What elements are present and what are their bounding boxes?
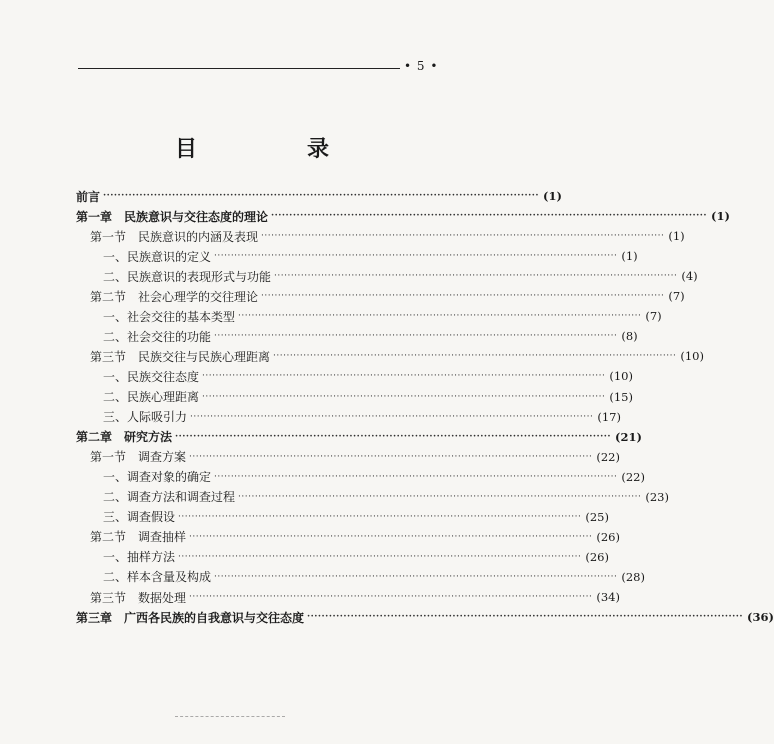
toc-entry-page: (1) (543, 189, 562, 203)
toc-leader-dots: ························································································································ (190, 411, 594, 422)
toc-entry (103, 487, 669, 507)
toc-entry-label: 一、调查对象的确定 (103, 470, 212, 485)
toc-leader-dots: ························································································································ (214, 251, 618, 262)
toc-entry (90, 447, 620, 467)
toc-entry-page: (7) (668, 289, 685, 304)
toc-entry-page: (1) (621, 249, 638, 264)
toc-leader-dots: ························································································································ (202, 391, 606, 402)
toc-leader-dots: ························································································································ (261, 231, 665, 242)
page-number: • 5 • (404, 59, 439, 73)
toc-entry (103, 266, 698, 286)
toc-entry (90, 587, 620, 607)
toc-entry-label: 第一章 民族意识与交往态度的理论 (76, 209, 269, 224)
toc-leader-dots: ························································································································ (214, 571, 618, 582)
toc-entry-label: 第二节 调查抽样 (90, 530, 187, 545)
toc-entry-label: 二、调查方法和调查过程 (103, 490, 236, 505)
toc-leader-dots: ························································································································ (178, 511, 582, 522)
toc-entry-label: 三、人际吸引力 (103, 410, 188, 425)
toc-leader-dots: ························································································································ (189, 531, 593, 542)
toc-leader-dots: ························································································································ (178, 551, 582, 562)
toc-entry (103, 387, 633, 407)
toc-entry-page: (10) (609, 369, 633, 384)
toc-entry-page: (15) (609, 389, 633, 404)
toc-entry-label: 第一节 民族意识的内涵及表现 (90, 229, 259, 244)
toc-entry-page: (4) (681, 269, 698, 284)
toc-entry-page: (8) (621, 329, 638, 344)
toc-entry (103, 326, 638, 346)
toc-leader-dots: ························································································································ (202, 371, 606, 382)
toc-leader-dots: ························································································································ (273, 351, 677, 362)
toc-leader-dots: ························································································································ (274, 271, 678, 282)
toc-entry-page: (36) (747, 610, 774, 625)
toc-entry (103, 467, 645, 487)
toc-entry-page: (17) (597, 409, 621, 424)
toc-entry-label: 第二章 研究方法 (76, 430, 173, 445)
toc-entry-label: 二、民族心理距离 (103, 390, 200, 404)
toc-entry-label: 二、样本含量及构成 (103, 570, 212, 585)
toc-entry (103, 246, 638, 266)
toc-entry-label: 第一节 调查方案 (90, 450, 187, 465)
toc-entry-page: (21) (615, 429, 642, 444)
toc-leader-dots: ························································································································ (103, 191, 540, 201)
toc-entry-label: 二、社会交往的功能 (103, 329, 212, 344)
toc-entry-page: (22) (621, 469, 645, 484)
toc-entry-page: (28) (621, 569, 645, 584)
toc-leader-dots: ························································································································ (214, 331, 618, 342)
toc-leader-dots: ························································································································ (175, 431, 612, 442)
toc-entry (76, 607, 774, 627)
toc-entry (90, 527, 620, 547)
toc-entry-label: 一、民族交往态度 (103, 369, 200, 384)
toc-entry (90, 226, 685, 246)
toc-entry-page: (1) (711, 209, 730, 224)
toc-leader-dots: ························································································································ (189, 592, 593, 602)
toc-leader-dots: ························································································································ (238, 491, 642, 502)
scan-artifact (175, 716, 285, 717)
toc-entry-label: 第三节 数据处理 (90, 590, 187, 605)
toc-entry (76, 186, 562, 206)
toc-entry-page: (7) (645, 309, 662, 324)
toc-entry (103, 507, 609, 527)
toc-entry (103, 407, 621, 427)
toc-entry-label: 第三节 民族交往与民族心理距离 (90, 349, 271, 364)
toc-leader-dots: ························································································································ (271, 211, 708, 222)
toc-entry-label: 一、民族意识的定义 (103, 249, 212, 264)
toc-leader-dots: ························································································································ (214, 471, 618, 482)
toc-entry (103, 306, 662, 326)
header-rule (78, 68, 400, 69)
toc-entry-page: (26) (585, 549, 609, 564)
toc-leader-dots: ························································································································ (238, 311, 642, 322)
toc-entry (76, 206, 730, 226)
toc-entry (103, 366, 633, 386)
toc-entry-label: 第二节 社会心理学的交往理论 (90, 289, 259, 304)
toc-leader-dots: ························································································································ (261, 291, 665, 302)
toc-entry-page: (23) (645, 489, 669, 504)
toc-entry-label: 前言 (76, 189, 101, 204)
page-title: 目 录 (174, 136, 373, 162)
toc-entry (103, 567, 645, 587)
toc-entry-page: (1) (668, 229, 685, 244)
toc-entry (90, 346, 704, 366)
toc-leader-dots: ························································································································ (307, 612, 744, 623)
toc-entry-page: (10) (680, 349, 704, 364)
toc-entry-page: (34) (596, 590, 620, 604)
toc-entry-page: (26) (596, 529, 620, 544)
toc-entry (103, 547, 609, 567)
toc-entry-label: 第三章 广西各民族的自我意识与交往态度 (76, 610, 305, 625)
toc-entry-label: 三、调查假设 (103, 510, 176, 525)
toc-entry-page: (25) (585, 509, 609, 524)
toc-entry-label: 一、社会交往的基本类型 (103, 309, 236, 324)
toc-entry-page: (22) (596, 449, 620, 464)
toc-entry (90, 286, 685, 306)
toc-entry-label: 二、民族意识的表现形式与功能 (103, 269, 272, 284)
toc-leader-dots: ························································································································ (189, 451, 593, 462)
toc-entry (76, 427, 642, 447)
toc-entry-label: 一、抽样方法 (103, 550, 176, 565)
